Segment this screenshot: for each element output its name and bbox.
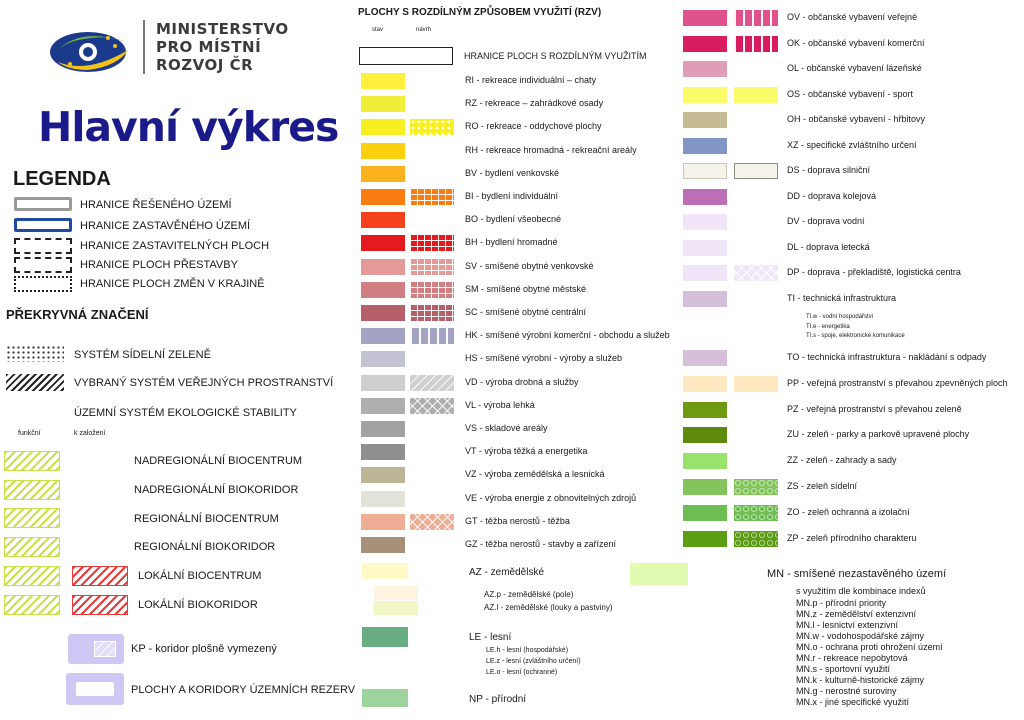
ministry-line2: PRO MÍSTNÍ	[156, 38, 262, 56]
rzv-sc-label: SC - smíšené obytné centrální	[465, 307, 587, 317]
rzv-gz-state-swatch	[361, 537, 405, 553]
right-dl-state-swatch	[683, 240, 727, 256]
uses-regional-biocenter-label: REGIONÁLNÍ BIOCENTRUM	[134, 513, 279, 525]
rzv-bv-label: BV - bydlení venkovské	[465, 167, 560, 178]
ministry-logo	[48, 24, 134, 76]
rzv-col-state: stav	[372, 27, 384, 33]
forest-sub-2: LE.z - lesní (zvláštního určení)	[486, 658, 581, 665]
uses-local-biocenter-proposal-symbol	[72, 566, 128, 586]
boundary-built-up-label: HRANICE ZASTAVĚNÉHO ÚZEMÍ	[80, 220, 251, 232]
right-zu-state-swatch	[683, 427, 727, 443]
rzv-ri-state-swatch	[361, 73, 405, 89]
mn-line: MN.p - přírodní priority	[796, 598, 887, 608]
right-ov-proposal-swatch	[734, 10, 778, 26]
mn-intro: s využitím dle kombinace indexů	[796, 586, 926, 596]
logo-divider	[143, 20, 145, 74]
rzv-vz-state-swatch	[361, 467, 405, 483]
rzv-vs-state-swatch	[361, 421, 405, 437]
mn-line: MN.w - vodohospodářské zájmy	[796, 631, 925, 641]
right-pz-label: PZ - veřejná prostranství s převahou zeleně	[787, 403, 962, 414]
rzv-vl-state-swatch	[361, 398, 405, 414]
right-dp-label: DP - doprava - překladiště, logistická centra	[787, 267, 961, 277]
forest-swatch	[362, 627, 408, 647]
right-pz-state-swatch	[683, 402, 727, 418]
rzv-ri-label: RI - rekreace individuální – chaty	[465, 75, 597, 85]
forest-sub-1: LE.h - lesní (hospodářské)	[486, 647, 569, 654]
right-zz-label: ZZ - zeleň - zahrady a sady	[787, 455, 897, 466]
rzv-col-proposal: návrh	[416, 27, 432, 33]
uses-local-biocenter-symbol	[4, 566, 60, 586]
right-to-label: TO - technická infrastruktura - nakládání s odpady	[787, 352, 987, 362]
rzv-bh-proposal-swatch	[410, 235, 454, 251]
rzv-heading: PLOCHY S ROZDÍLNÝM ZPŮSOBEM VYUŽITÍ (RZV)	[358, 7, 602, 18]
right-pp-label: PP - veřejná prostranství s převahou zpevněných ploch	[787, 377, 1008, 388]
right-os-state-swatch	[683, 87, 727, 103]
rzv-bi-label: BI - bydlení individuální	[465, 191, 559, 201]
right-to-state-swatch	[683, 350, 727, 366]
legend-heading: LEGENDA	[13, 168, 111, 190]
main-title: Hlavní výkres	[38, 103, 339, 151]
ti-sub-1: TI.w - vodní hospodářství	[806, 314, 874, 320]
right-ds-state-swatch	[683, 163, 727, 179]
rzv-hs-state-swatch	[361, 351, 405, 367]
uses-local-biocenter-label: LOKÁLNÍ BIOCENTRUM	[138, 570, 262, 582]
uses-supraregional-biocorridor-symbol	[4, 480, 60, 500]
right-oh-state-swatch	[683, 112, 727, 128]
boundary-landscape-change-label: HRANICE PLOCH ZMĚN V KRAJINĚ	[80, 278, 265, 290]
rzv-vl-label: VL - výroba lehká	[465, 399, 535, 410]
mn-line: MN.s - sportovní využití	[796, 664, 891, 674]
rzv-rh-state-swatch	[361, 143, 405, 159]
right-ti-state-swatch	[683, 291, 727, 307]
uses-col-to-establish: k založení	[74, 430, 106, 437]
rzv-sv-proposal-swatch	[410, 259, 454, 275]
mn-line: MN.z - zemědělství extenzivní	[796, 609, 917, 619]
boundary-study-area-label: HRANICE ŘEŠENÉHO ÚZEMÍ	[80, 199, 232, 211]
right-ok-label: OK - občanské vybavení komerční	[787, 37, 925, 48]
overlay-heading: PŘEKRYVNÁ ZNAČENÍ	[6, 307, 149, 322]
rzv-vs-label: VS - skladové areály	[465, 423, 548, 433]
right-xz-state-swatch	[683, 138, 727, 154]
rzv-gt-proposal-swatch	[410, 514, 454, 530]
right-zs-label: ZS - zeleň sídelní	[787, 481, 858, 491]
uses-regional-biocorridor-symbol	[4, 537, 60, 557]
right-zs-state-swatch	[683, 479, 727, 495]
rzv-hk-state-swatch	[361, 328, 405, 344]
rzv-hs-label: HS - smíšené výrobní - výroby a služeb	[465, 353, 623, 364]
rzv-sc-proposal-swatch	[410, 305, 454, 321]
right-ov-label: OV - občanské vybavení veřejné	[787, 12, 918, 22]
corridor-label: KP - koridor plošně vymezený	[131, 643, 277, 655]
corridor-symbol	[68, 634, 124, 664]
rzv-vd-proposal-swatch	[410, 375, 454, 391]
mn-line: MN.r - rekreace nepobytová	[796, 653, 908, 663]
rzv-vd-label: VD - výroba drobná a služby	[465, 376, 579, 387]
rzv-bv-state-swatch	[361, 166, 405, 182]
agri-state-swatch	[362, 563, 408, 579]
boundary-redevelopment-symbol	[14, 257, 72, 273]
boundary-developable-symbol	[14, 238, 72, 254]
overlay-greenery-symbol	[6, 345, 64, 362]
right-ov-state-swatch	[683, 10, 727, 26]
right-ti-label: TI - technická infrastruktura	[787, 292, 897, 303]
forest-label: LE - lesní	[469, 632, 512, 643]
uses-local-biocorridor-proposal-symbol	[72, 595, 128, 615]
rzv-bo-label: BO - bydlení všeobecné	[465, 214, 562, 225]
boundary-study-area-symbol	[14, 197, 72, 211]
uses-supraregional-biocorridor-label: NADREGIONÁLNÍ BIOKORIDOR	[134, 484, 299, 496]
uses-heading: ÚZEMNÍ SYSTÉM EKOLOGICKÉ STABILITY	[74, 407, 297, 419]
rzv-sv-label: SV - smíšené obytné venkovské	[465, 260, 594, 271]
rzv-ro-label: RO - rekreace - oddychové plochy	[465, 121, 602, 132]
overlay-greenery-label: SYSTÉM SÍDELNÍ ZELENĚ	[74, 349, 211, 361]
rzv-bh-label: BH - bydlení hromadné	[465, 237, 558, 248]
right-zu-label: ZU - zeleň - parky a parkově upravené plochy	[787, 429, 970, 440]
rzv-rh-label: RH - rekreace hromadná - rekreační areály	[465, 144, 637, 155]
right-zz-state-swatch	[683, 453, 727, 469]
right-ol-state-swatch	[683, 61, 727, 77]
overlay-public-space-symbol	[6, 374, 64, 391]
right-zo-proposal-swatch	[734, 505, 778, 521]
uses-col-functional: funkční	[18, 430, 41, 437]
agri-sub-meadow: AZ.l - zemědělské (louky a pastviny)	[484, 603, 613, 612]
right-dd-label: DD - doprava kolejová	[787, 190, 877, 201]
uses-regional-biocenter-symbol	[4, 508, 60, 528]
right-dv-label: DV - doprava vodní	[787, 216, 865, 226]
mn-title: MN - smíšené nezastavěného území	[767, 568, 947, 580]
right-ds-label: DS - doprava silniční	[787, 165, 871, 175]
rzv-vt-state-swatch	[361, 444, 405, 460]
rzv-ro-state-swatch	[361, 119, 405, 135]
right-dl-label: DL - doprava letecká	[787, 241, 870, 252]
right-ol-label: OL - občanské vybavení lázeňské	[787, 63, 922, 73]
agri-label: AZ - zemědělské	[469, 567, 545, 578]
mn-line: MN.x - jiné specifické využití	[796, 697, 910, 707]
boundary-redevelopment-label: HRANICE PLOCH PŘESTAVBY	[80, 259, 238, 271]
rzv-gz-label: GZ - těžba nerostů - stavby a zařízení	[465, 539, 617, 549]
uses-supraregional-biocenter-label: NADREGIONÁLNÍ BIOCENTRUM	[134, 455, 303, 467]
rzv-gt-label: GT - těžba nerostů - těžba	[465, 515, 570, 526]
natural-label: NP - přírodní	[469, 694, 527, 705]
natural-swatch	[362, 689, 408, 707]
agri-sub-field: AZ.p - zemědělské (pole)	[484, 590, 574, 599]
right-dd-state-swatch	[683, 189, 727, 205]
rzv-bo-state-swatch	[361, 212, 405, 228]
rzv-sm-label: SM - smíšené obytné městské	[465, 283, 587, 294]
right-zp-proposal-swatch	[734, 531, 778, 547]
boundary-developable-label: HRANICE ZASTAVITELNÝCH PLOCH	[80, 240, 270, 252]
rzv-sv-state-swatch	[361, 259, 405, 275]
ministry-line3: ROZVOJ ČR	[156, 56, 254, 74]
right-pp-proposal-swatch	[734, 376, 778, 392]
overlay-public-space-label: VYBRANÝ SYSTÉM VEŘEJNÝCH PROSTRANSTVÍ	[74, 377, 334, 389]
boundary-landscape-change-symbol	[14, 276, 72, 292]
right-ok-state-swatch	[683, 36, 727, 52]
right-zs-proposal-swatch	[734, 479, 778, 495]
rzv-vl-proposal-swatch	[410, 398, 454, 414]
rzv-ve-label: VE - výroba energie z obnovitelných zdrojů	[465, 492, 637, 503]
right-ok-proposal-swatch	[734, 36, 778, 52]
mn-line: MN.g - nerostné suroviny	[796, 686, 897, 696]
rzv-rz-state-swatch	[361, 96, 405, 112]
rzv-hk-label: HK - smíšené výrobní komerční - obchodu a služeb	[465, 330, 670, 341]
rzv-vt-label: VT - výroba těžká a energetika	[465, 446, 588, 457]
right-zp-label: ZP - zeleň přírodního charakteru	[787, 532, 917, 543]
right-zo-state-swatch	[683, 505, 727, 521]
right-os-label: OS - občanské vybavení - sport	[787, 88, 914, 99]
rzv-rz-label: RZ - rekreace – zahrádkové osady	[465, 98, 604, 109]
rzv-bi-state-swatch	[361, 189, 405, 205]
agri-field-swatch	[374, 586, 418, 600]
reserves-label: PLOCHY A KORIDORY ÚZEMNÍCH REZERV	[131, 684, 356, 696]
uses-regional-biocorridor-label: REGIONÁLNÍ BIOKORIDOR	[134, 541, 276, 553]
rzv-vd-state-swatch	[361, 375, 405, 391]
rzv-boundary-label: HRANICE PLOCH S ROZDÍLNÝM VYUŽITÍM	[464, 51, 647, 61]
ti-sub-2: TI.e - energetika	[806, 324, 850, 330]
mn-line: MN.k - kulturně-historické zájmy	[796, 675, 925, 685]
rzv-sm-state-swatch	[361, 282, 405, 298]
forest-sub-3: LE.o - lesní (ochranné)	[486, 669, 558, 676]
rzv-ve-state-swatch	[361, 491, 405, 507]
reserves-symbol	[66, 673, 124, 705]
uses-local-biocorridor-symbol	[4, 595, 60, 615]
rzv-boundary-symbol	[359, 47, 453, 65]
right-ds-proposal-swatch	[734, 163, 778, 179]
boundary-built-up-symbol	[14, 218, 72, 232]
rzv-gt-state-swatch	[361, 514, 405, 530]
right-zp-state-swatch	[683, 531, 727, 547]
ministry-emblem-icon	[48, 24, 134, 76]
ministry-line1: MINISTERSTVO	[156, 20, 289, 38]
rzv-sm-proposal-swatch	[410, 282, 454, 298]
right-dp-proposal-swatch	[734, 265, 778, 281]
uses-supraregional-biocenter-symbol	[4, 451, 60, 471]
rzv-ro-proposal-swatch	[410, 119, 454, 135]
rzv-vz-label: VZ - výroba zemědělská a lesnická	[465, 469, 605, 480]
rzv-hk-proposal-swatch	[410, 328, 454, 344]
right-xz-label: XZ - specifické zvláštního určení	[787, 139, 917, 150]
right-zo-label: ZO - zeleň ochranná a izolační	[787, 506, 910, 517]
right-os-proposal-swatch	[734, 87, 778, 103]
rzv-sc-state-swatch	[361, 305, 405, 321]
agri-meadow-swatch	[374, 601, 418, 615]
mn-line: MN.o - ochrana proti ohrožení území	[796, 642, 943, 652]
mn-line: MN.l - lesnictví extenzivní	[796, 620, 899, 630]
right-pp-state-swatch	[683, 376, 727, 392]
rzv-bh-state-swatch	[361, 235, 405, 251]
ti-sub-3: TI.s - spoje, elektronické komunikace	[806, 333, 905, 339]
right-dv-state-swatch	[683, 214, 727, 230]
right-oh-label: OH - občanské vybavení - hřbitovy	[787, 114, 926, 124]
rzv-bi-proposal-swatch	[410, 189, 454, 205]
uses-local-biocorridor-label: LOKÁLNÍ BIOKORIDOR	[138, 599, 258, 611]
right-dp-state-swatch	[683, 265, 727, 281]
ministry-name	[156, 20, 289, 74]
mn-swatch	[630, 563, 688, 585]
